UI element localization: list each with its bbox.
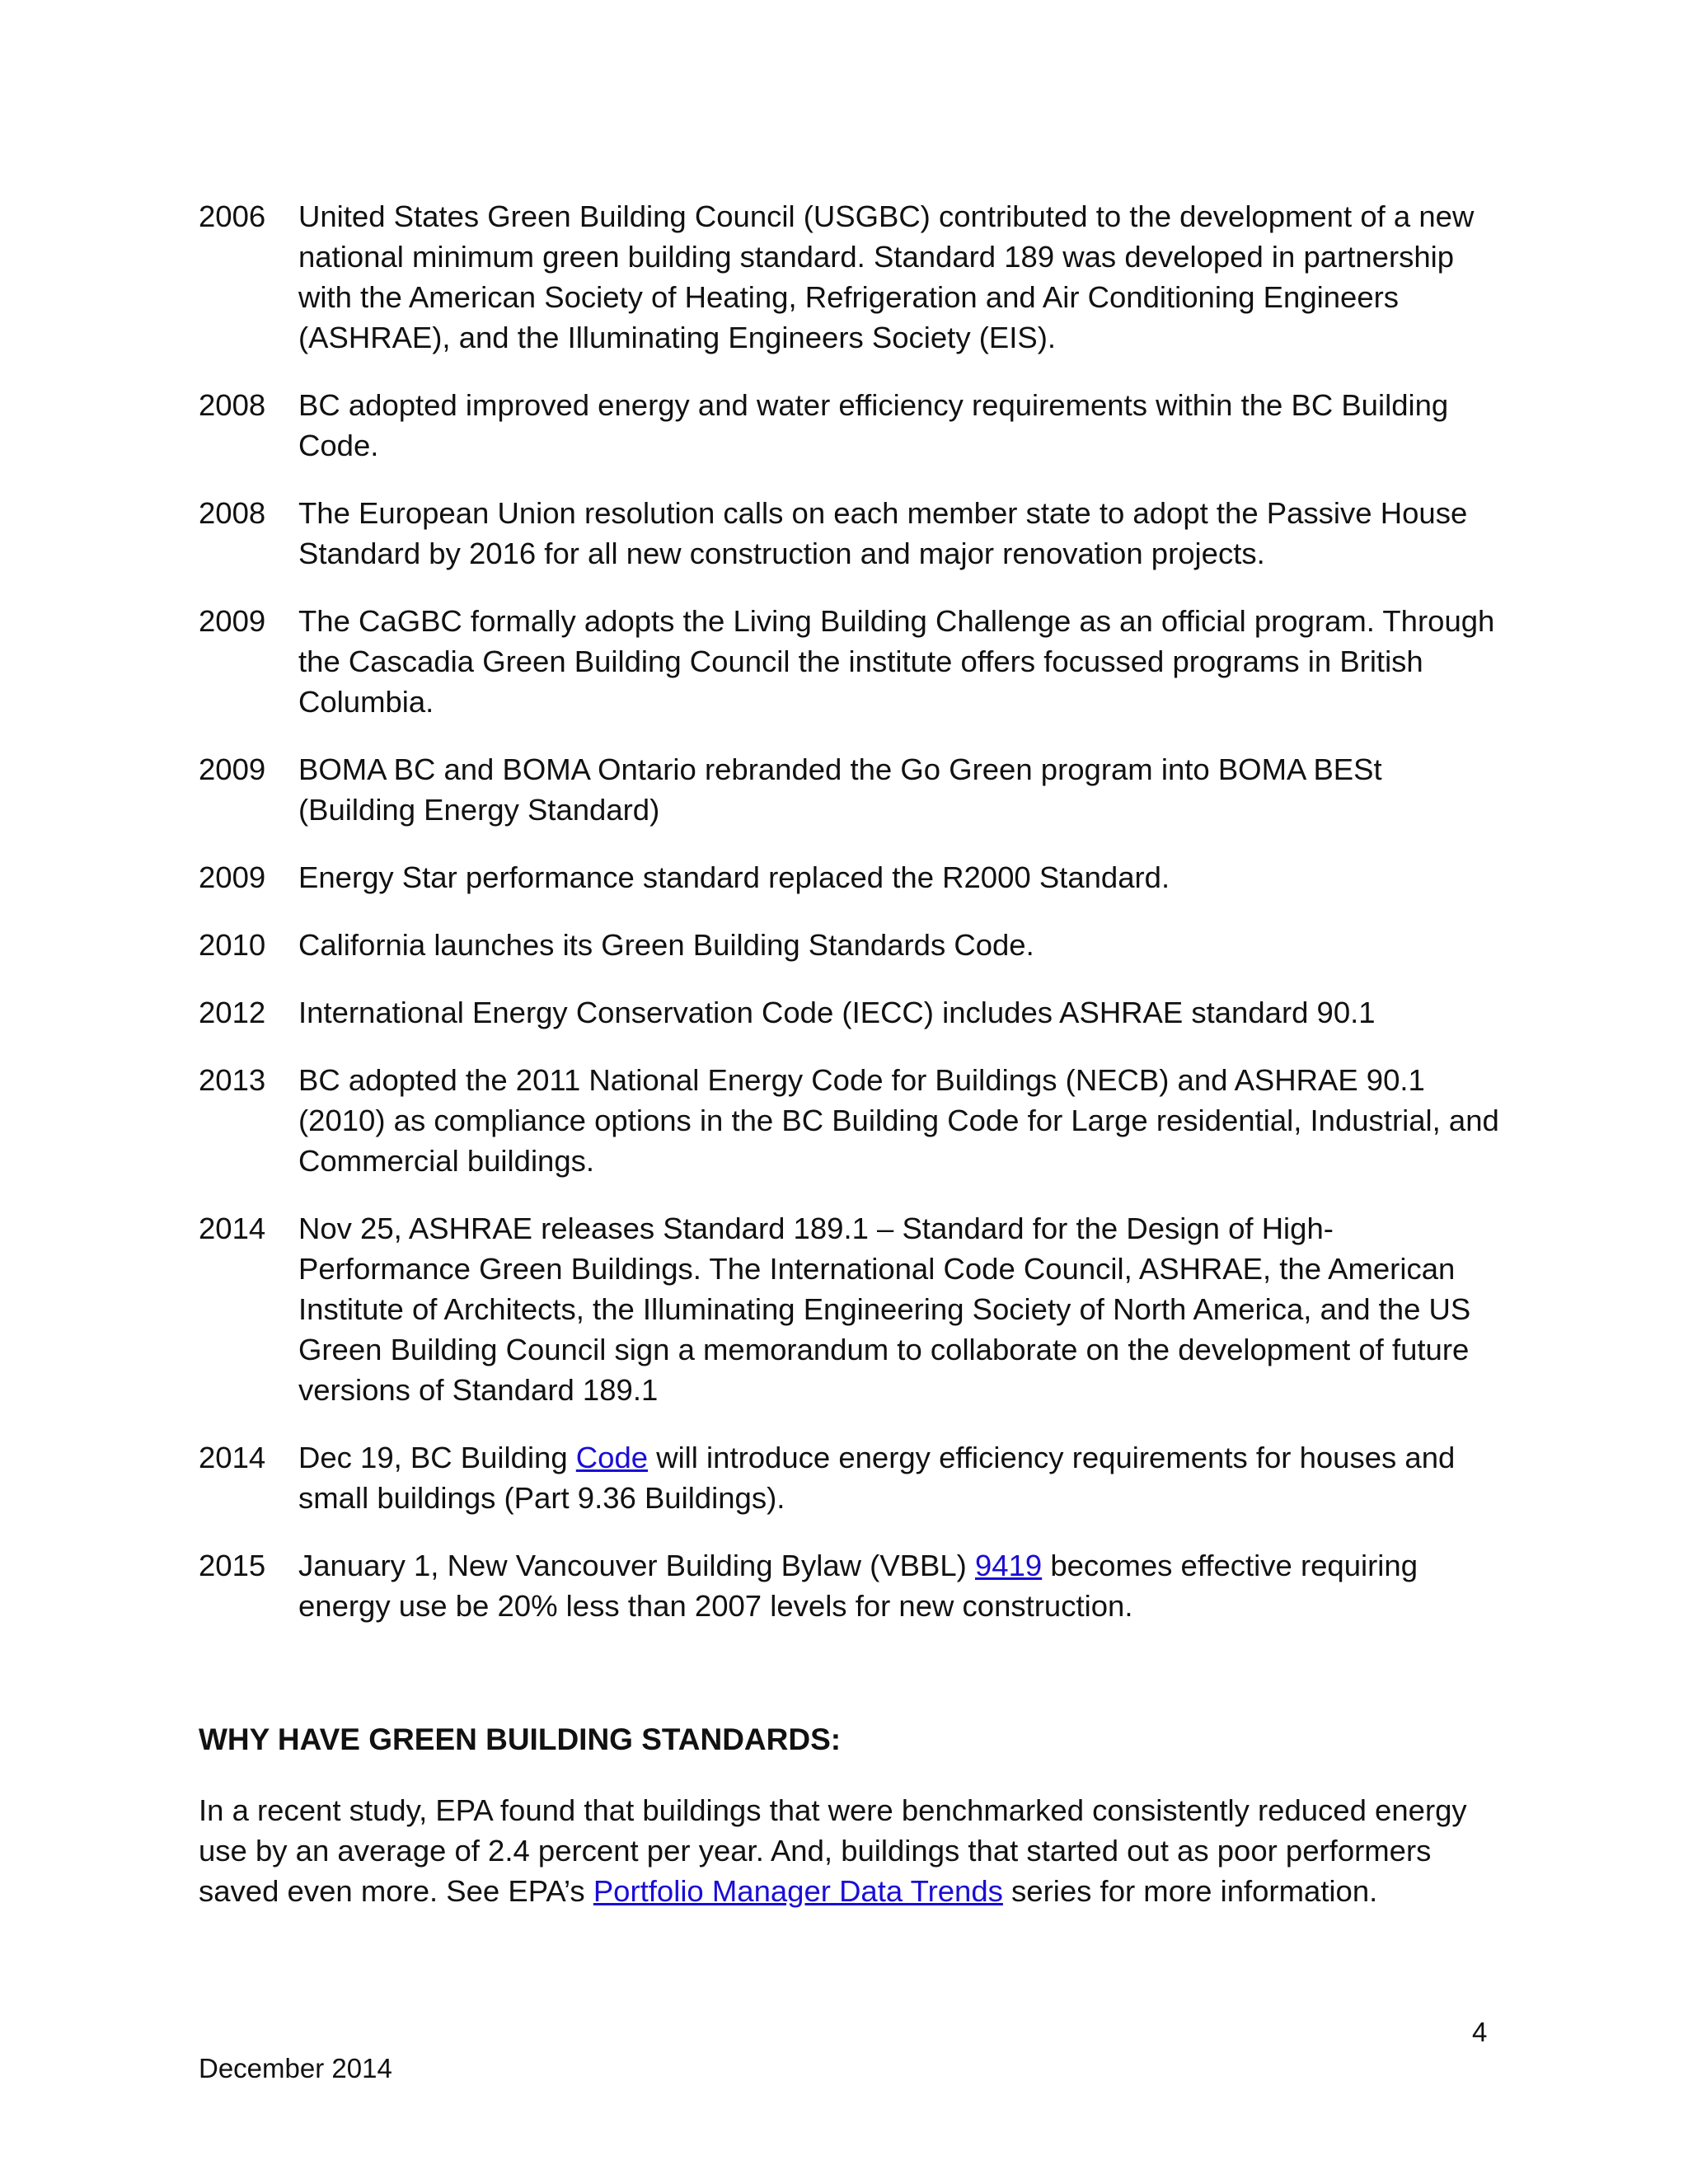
timeline-entry	[199, 1060, 1501, 1181]
timeline-text: United States Green Building Council (USGBC) contributed to the development of a new national minimum green building standard. Standard 189 was developed in partnership with the American Society of Heating, Refrigeration and Air Conditioning Engineers (ASHRAE), and the Illuminating Engineers Society (EIS).	[298, 199, 1475, 354]
timeline-text: BC adopted improved energy and water efficiency requirements within the BC Building Code.	[298, 388, 1449, 462]
timeline-list	[199, 196, 1501, 1653]
timeline-text	[298, 1545, 1501, 1626]
portfolio-manager-link[interactable]: Portfolio Manager Data Trends	[593, 1874, 1003, 1908]
page-number: 4	[1472, 2017, 1488, 2047]
timeline-entry	[199, 1545, 1501, 1626]
timeline-year: 2015	[199, 1549, 266, 1582]
timeline-text: Nov 25, ASHRAE releases Standard 189.1 – Standard for the Design of High-Performance Green Buildings. The International Code Council, ASHRAE, the American Institute of Architects, the Illuminating Engineering Society of North America, and the US Green Building Council sign a memorandum to collaborate on the development of future versions of Standard 189.1	[298, 1212, 1471, 1407]
timeline-entry	[199, 857, 1501, 898]
timeline-text: California launches its Green Building Standards Code.	[298, 928, 1034, 962]
paragraph-text-after: series for more information.	[1002, 1874, 1378, 1908]
timeline-text-after: will introduce energy efficiency requirements for houses and small buildings (Part 9.36 Buildings).	[298, 1441, 1456, 1515]
timeline-text: BOMA BC and BOMA Ontario rebranded the Go Green program into BOMA BESt (Building Energy Standard)	[298, 752, 1382, 827]
timeline-text: International Energy Conservation Code (IECC) includes ASHRAE standard 90.1	[298, 996, 1376, 1029]
paragraph-text-before: In a recent study, EPA found that buildings that were benchmarked consistently reduced energy use by an average of 2.4 percent per year. And, buildings that started out as poor performers saved even more. See EPA’s	[199, 1793, 1467, 1908]
timeline-entry	[199, 992, 1501, 1033]
timeline-entry	[199, 925, 1501, 965]
timeline-entry	[199, 385, 1501, 466]
timeline-year: 2010	[199, 928, 266, 962]
timeline-entry	[199, 493, 1501, 574]
timeline-year: 2013	[199, 1063, 266, 1097]
timeline-entry	[199, 1437, 1501, 1518]
timeline-year: 2012	[199, 996, 266, 1029]
bylaw-9419-link[interactable]: 9419	[974, 1549, 1043, 1582]
timeline-year: 2008	[199, 496, 266, 530]
timeline-year: 2009	[199, 860, 266, 894]
timeline-text: Energy Star performance standard replaced the R2000 Standard.	[298, 860, 1170, 894]
timeline-text: BC adopted the 2011 National Energy Code for Buildings (NECB) and ASHRAE 90.1 (2010) as compliance options in the BC Building Code for Large residential, Industrial, and Commercial buildings.	[298, 1063, 1499, 1178]
section-paragraph	[199, 1790, 1501, 1911]
timeline-text	[298, 1437, 1501, 1518]
timeline-year: 2009	[199, 752, 266, 786]
timeline-year: 2006	[199, 199, 266, 233]
timeline-year: 2014	[199, 1212, 266, 1245]
timeline-text-after: becomes effective requiring energy use be 20% less than 2007 levels for new construction.	[298, 1549, 1418, 1623]
timeline-entry	[199, 601, 1501, 722]
timeline-entry	[199, 749, 1501, 830]
footer-date: December 2014	[199, 2053, 392, 2083]
timeline-text-before: Dec 19, BC Building	[298, 1441, 576, 1474]
timeline-text: The European Union resolution calls on each member state to adopt the Passive House Standard by 2016 for all new construction and major renovation projects.	[298, 496, 1468, 570]
timeline-text: The CaGBC formally adopts the Living Building Challenge as an official program. Through the Cascadia Green Building Council the institute offers focussed programs in British Columbia.	[298, 604, 1495, 719]
timeline-year: 2008	[199, 388, 266, 422]
code-link[interactable]: Code	[575, 1441, 649, 1474]
timeline-entry	[199, 196, 1501, 358]
timeline-entry	[199, 1208, 1501, 1410]
section-heading: WHY HAVE GREEN BUILDING STANDARDS:	[199, 1722, 842, 1756]
timeline-year: 2009	[199, 604, 266, 638]
timeline-text-before: January 1, New Vancouver Building Bylaw (VBBL)	[298, 1549, 975, 1582]
timeline-year: 2014	[199, 1441, 266, 1474]
